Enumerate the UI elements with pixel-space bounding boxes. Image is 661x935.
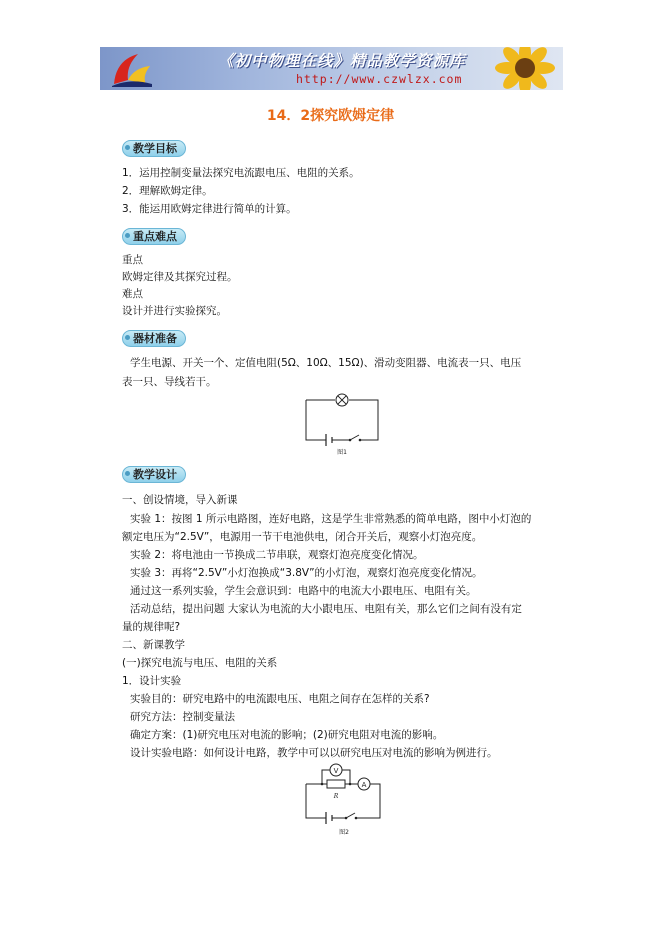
design-line: 额定电压为“2.5V”，电源用一节干电池供电，闭合开关后，观察小灯泡亮度。	[122, 531, 483, 543]
voltmeter-label: V	[333, 767, 339, 775]
design-line: 设计实验电路：如何设计电路，教学中可以以研究电压对电流的影响为例进行。	[130, 747, 498, 759]
difficulty-heading: 难点	[122, 288, 143, 300]
design-line: (一)探究电流与电压、电阻的关系	[122, 657, 278, 669]
materials-line: 学生电源、开关一个、定值电阻(5Ω、10Ω、15Ω)、滑动变阻器、电流表一只、电压	[130, 357, 522, 369]
section-tag-materials: 器材准备	[122, 330, 186, 347]
ammeter-label: A	[361, 781, 367, 789]
sunflower-icon	[485, 47, 563, 90]
design-line: 量的规律呢?	[122, 621, 181, 633]
design-line: 二、新课教学	[122, 639, 185, 651]
section-tag-teaching-goals: 教学目标	[122, 140, 186, 157]
site-logo-icon	[108, 50, 154, 88]
materials-line: 表一只、导线若干。	[122, 376, 217, 388]
key-point-heading: 重点	[122, 254, 143, 266]
goal-line: 2．理解欧姆定律。	[122, 185, 213, 197]
header-banner	[100, 47, 563, 90]
design-line: 1．设计实验	[122, 675, 182, 687]
difficulty-text: 设计并进行实验探究。	[122, 305, 227, 317]
banner-title: 《初中物理在线》精品教学资源库	[218, 51, 466, 70]
goal-line: 1．运用控制变量法探究电流跟电压、电阻的关系。	[122, 167, 360, 179]
figure-2-caption: 图2	[339, 829, 349, 836]
design-line: 实验 1：按图 1 所示电路图，连好电路，这是学生非常熟悉的简单电路，图中小灯泡的	[130, 513, 532, 525]
banner-url[interactable]: http://www.czwlzx.com	[296, 72, 463, 86]
design-line: 确定方案：(1)研究电压对电流的影响；(2)研究电阻对电流的影响。	[130, 729, 444, 741]
key-point-text: 欧姆定律及其探究过程。	[122, 271, 238, 283]
design-line: 实验 2：将电池由一节换成二节串联，观察灯泡亮度变化情况。	[130, 549, 424, 561]
section-tag-key-points: 重点难点	[122, 228, 186, 245]
figure-1-caption: 图1	[337, 449, 347, 456]
design-line: 实验 3：再将“2.5V”小灯泡换成“3.8V”的小灯泡，观察灯泡亮度变化情况。	[130, 567, 483, 579]
design-line: 实验目的：研究电路中的电流跟电压、电阻之间存在怎样的关系?	[130, 693, 430, 705]
circuit-figure-2	[302, 760, 388, 840]
circuit-figure-1	[302, 392, 382, 456]
design-line: 通过这一系列实验，学生会意识到：电路中的电流大小跟电压、电阻有关。	[130, 585, 477, 597]
design-line: 活动总结，提出问题 大家认为电流的大小跟电压、电阻有关，那么它们之间有没有定	[130, 603, 522, 615]
resistor-label: R	[333, 793, 339, 800]
design-line: 研究方法：控制变量法	[130, 711, 235, 723]
goal-line: 3．能运用欧姆定律进行简单的计算。	[122, 203, 297, 215]
page-title: 14．2探究欧姆定律	[266, 108, 395, 124]
design-line: 一、创设情境，导入新课	[122, 494, 238, 506]
section-tag-teaching-design: 教学设计	[122, 466, 186, 483]
